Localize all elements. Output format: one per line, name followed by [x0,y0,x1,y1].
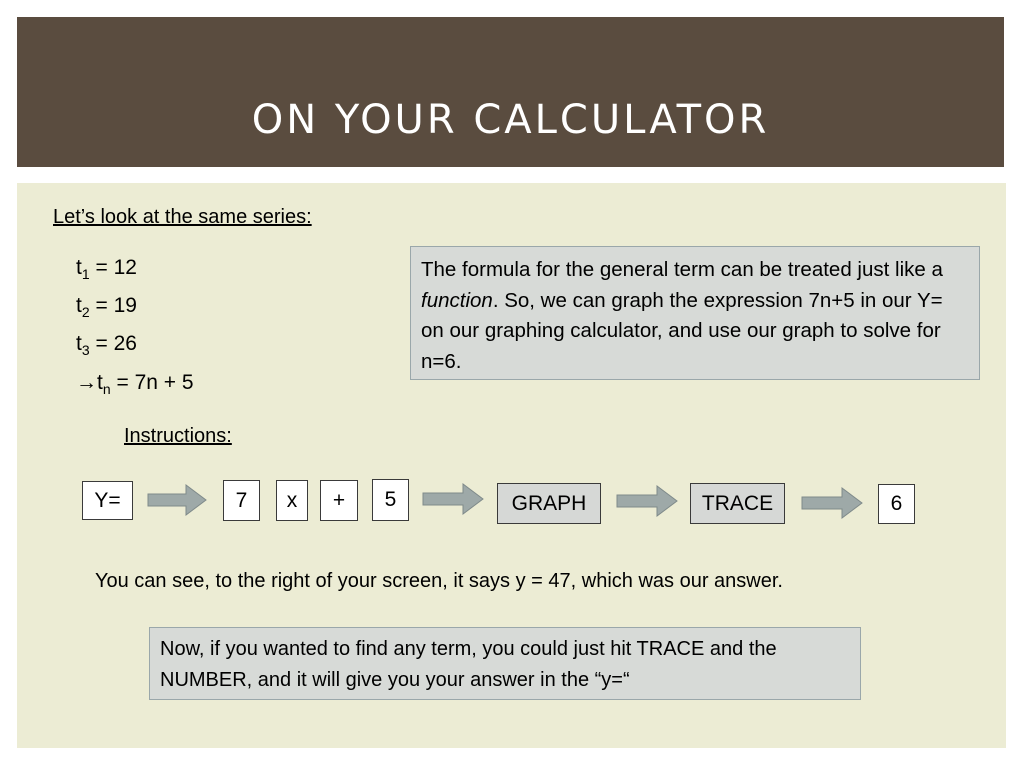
key-graph: GRAPH [497,483,601,524]
function-emphasis: function [421,288,493,312]
arrow-right-icon [800,486,864,520]
key-6: 6 [878,484,915,524]
term-list [76,252,194,405]
general-term: $\to t_n = 7n + 5$ [76,370,194,397]
trace-note-callout: Now, if you wanted to find any term, you could just hit TRACE and the NUMBER, and it will give you your answer in the “y=“ [149,627,861,700]
intro-text: Let’s look at the same series: [53,206,312,228]
arrow-right-icon [421,482,485,516]
key-y-equals: Y= [82,481,133,520]
key-multiply: x [276,480,308,521]
arrow-right-icon [146,483,208,517]
arrow-right-icon [615,484,679,518]
key-trace: TRACE [690,483,785,524]
term-1: $t_1 = 12$ [76,256,137,283]
term-3: $t_3 = 26$ [76,332,137,359]
term-2: $t_2 = 19$ [76,294,137,321]
implies-arrow-icon: → [76,370,97,394]
answer-text: You can see, to the right of your screen, it says y = 47, which was our answer. [95,570,783,592]
key-7: 7 [223,480,260,521]
key-5: 5 [372,479,409,521]
instructions-label: Instructions: [124,425,232,447]
slide-title: ON YOUR CALCULATOR [251,97,770,143]
formula-callout: The formula for the general term can be treated just like a function. So, we can graph the expression 7n+5 in our Y= on our graphing calculator, and use our graph to solve for n=6. [410,246,980,380]
key-plus: + [320,480,358,521]
title-bar [17,17,1004,167]
